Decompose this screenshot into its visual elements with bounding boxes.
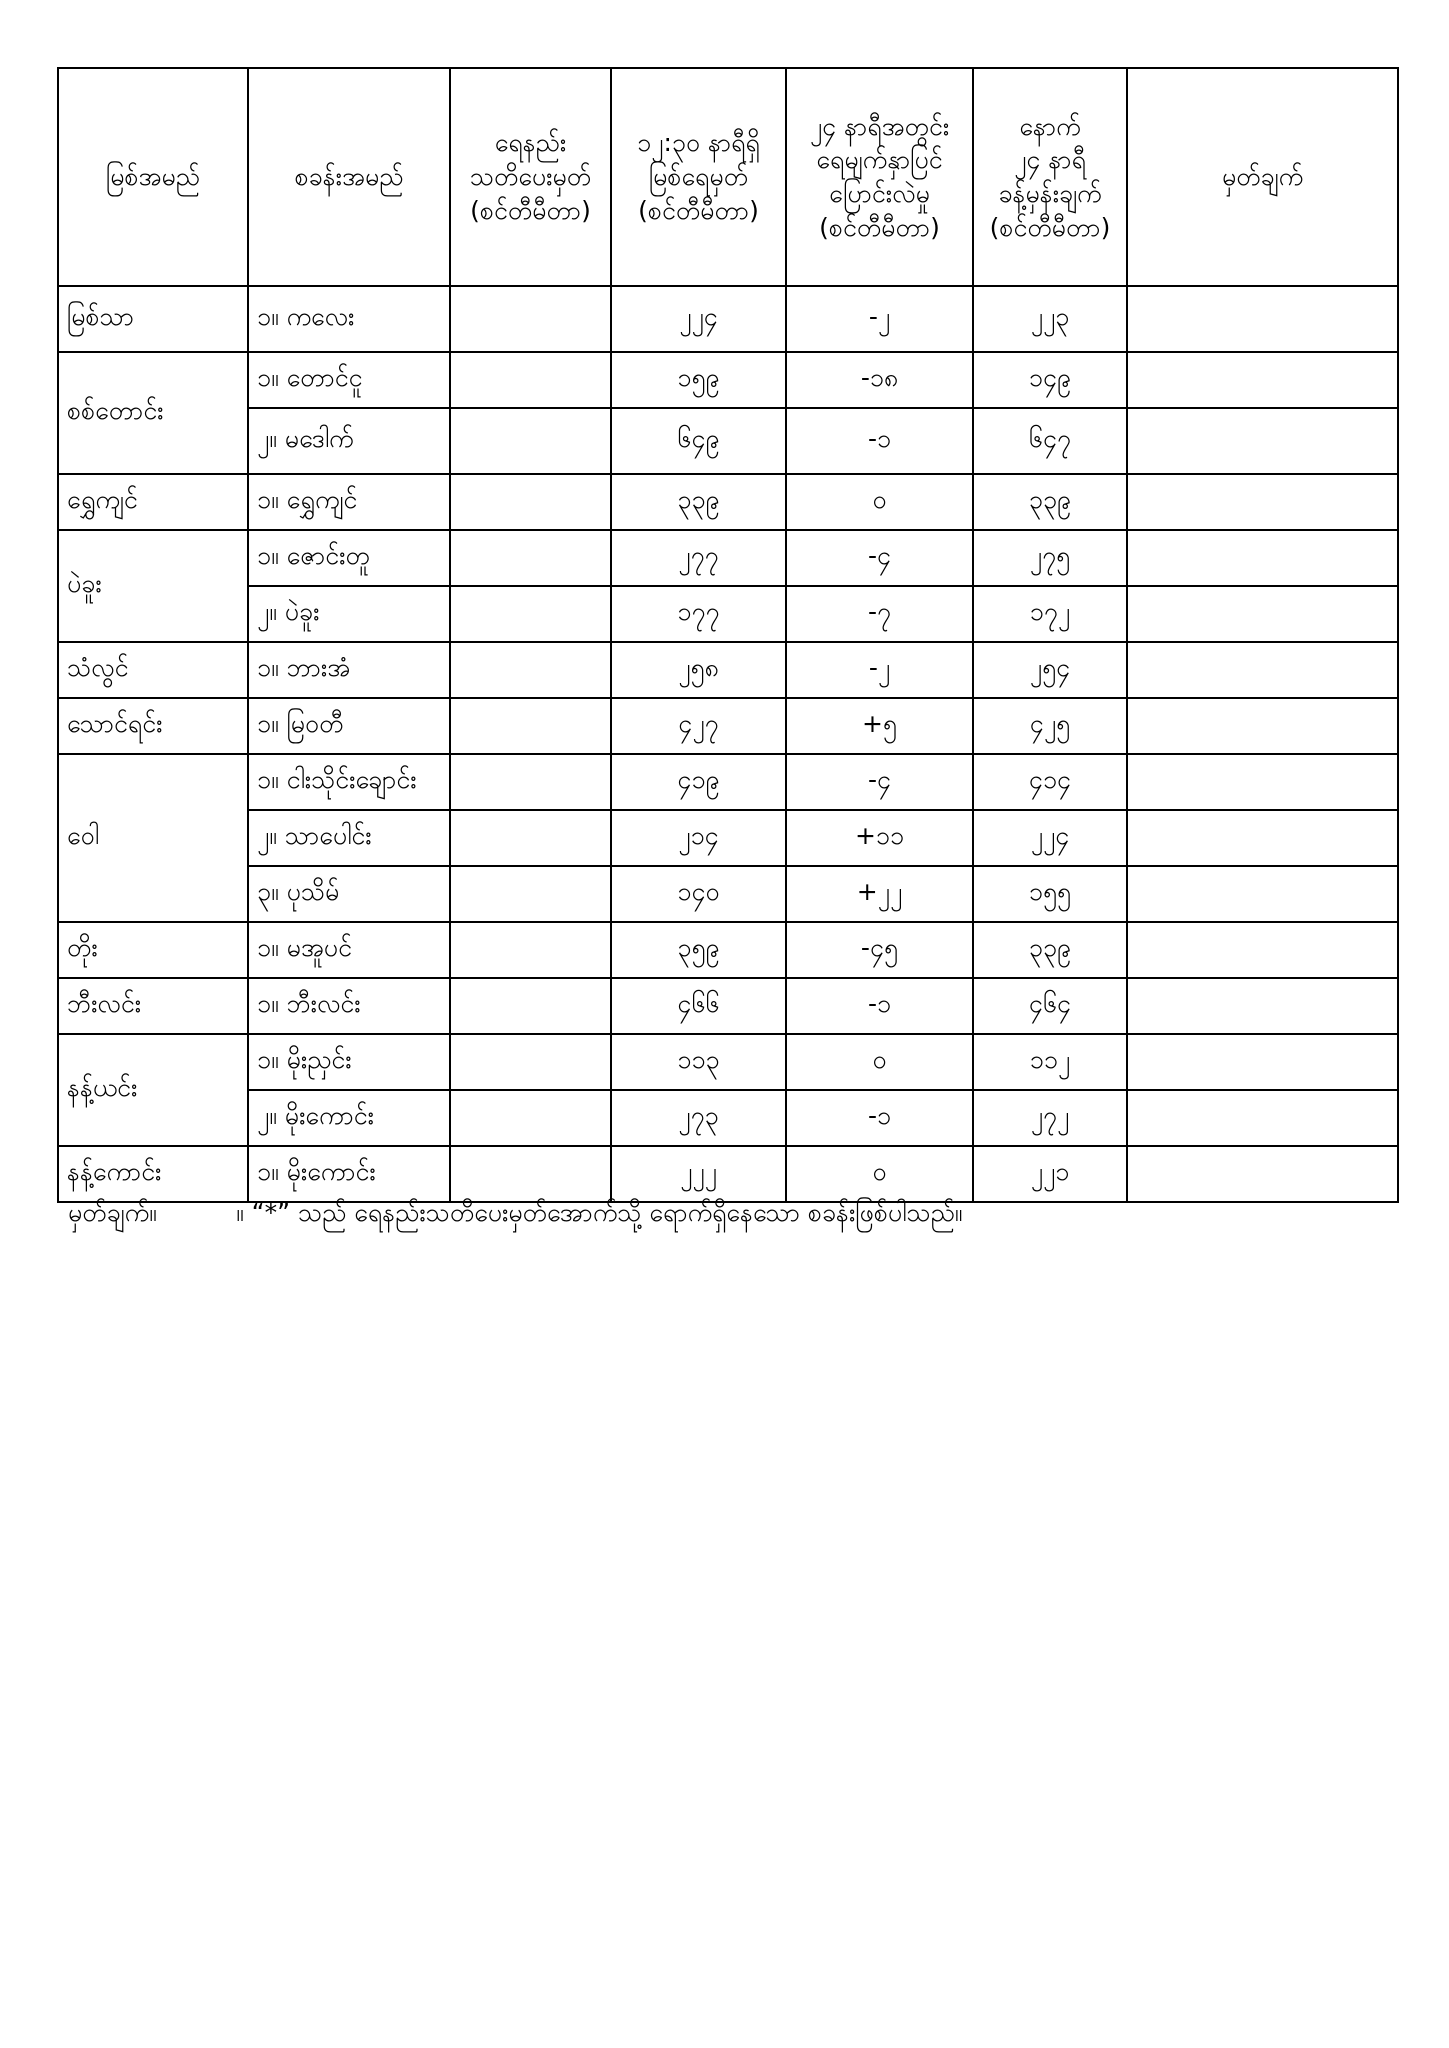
river-name-cell: ရွှေကျင် <box>58 474 248 530</box>
warning-level-cell <box>450 474 611 530</box>
remark-cell <box>1127 922 1398 978</box>
water-level-cell: ၄၁၉ <box>611 754 786 810</box>
col-header-river: မြစ်အမည် <box>58 68 248 286</box>
river-name-cell: ဝေါ <box>58 754 248 922</box>
warning-level-cell <box>450 352 611 408</box>
table-row <box>58 978 1398 1034</box>
col-header-remarks: မှတ်ချက် <box>1127 68 1398 286</box>
remark-cell <box>1127 698 1398 754</box>
table-row <box>58 1146 1398 1202</box>
remark-cell <box>1127 352 1398 408</box>
remark-cell <box>1127 530 1398 586</box>
remark-cell <box>1127 586 1398 642</box>
forecast-cell: ၃၃၉ <box>973 922 1127 978</box>
water-level-cell: ၂၇၇ <box>611 530 786 586</box>
forecast-cell: ၁၅၅ <box>973 866 1127 922</box>
warning-level-cell <box>450 286 611 352</box>
header-row <box>58 68 1398 286</box>
level-change-cell: +၁၁ <box>786 810 973 866</box>
table-row <box>58 286 1398 352</box>
forecast-cell: ၁၄၉ <box>973 352 1127 408</box>
level-change-cell: -၄ <box>786 530 973 586</box>
water-level-cell: ၄၆၆ <box>611 978 786 1034</box>
table-row <box>58 1090 1398 1146</box>
warning-level-cell <box>450 922 611 978</box>
level-change-cell: +၅ <box>786 698 973 754</box>
forecast-cell: ၂၇၂ <box>973 1090 1127 1146</box>
river-name-cell: နန့်ယင်း <box>58 1034 248 1146</box>
forecast-cell: ၄၁၄ <box>973 754 1127 810</box>
forecast-cell: ၂၇၅ <box>973 530 1127 586</box>
forecast-cell: ၂၅၄ <box>973 642 1127 698</box>
station-name-cell: ၁။ ငါးသိုင်းချောင်း <box>248 754 450 810</box>
level-change-cell: -၂ <box>786 642 973 698</box>
col-header-24h-forecast: နောက် ၂၄ နာရီ ခန့်မှန်းချက် (စင်တီမီတာ) <box>973 68 1127 286</box>
table-row <box>58 810 1398 866</box>
table-row <box>58 1034 1398 1090</box>
col-header-24h-change: ၂၄ နာရီအတွင်း ရေမျက်နှာပြင် ပြောင်းလဲမှု (စင်တီမီတာ) <box>786 68 973 286</box>
table-row <box>58 408 1398 474</box>
water-level-cell: ၂၂၂ <box>611 1146 786 1202</box>
warning-level-cell <box>450 642 611 698</box>
table-row <box>58 530 1398 586</box>
col-header-water-level: ၁၂:၃၀ နာရီရှိ မြစ်ရေမှတ် (စင်တီမီတာ) <box>611 68 786 286</box>
remark-cell <box>1127 286 1398 352</box>
river-name-cell: သောင်ရင်း <box>58 698 248 754</box>
remark-cell <box>1127 408 1398 474</box>
water-level-cell: ၂၅၈ <box>611 642 786 698</box>
warning-level-cell <box>450 978 611 1034</box>
station-name-cell: ၂။ သာပေါင်း <box>248 810 450 866</box>
warning-level-cell <box>450 1146 611 1202</box>
warning-level-cell <box>450 1034 611 1090</box>
warning-level-cell <box>450 1090 611 1146</box>
station-name-cell: ၂။ မဒေါက် <box>248 408 450 474</box>
station-name-cell: ၁။ ကလေး <box>248 286 450 352</box>
remark-cell <box>1127 1090 1398 1146</box>
table-row <box>58 586 1398 642</box>
table-row <box>58 922 1398 978</box>
station-name-cell: ၁။ တောင်ငူ <box>248 352 450 408</box>
water-level-cell: ၂၂၄ <box>611 286 786 352</box>
river-name-cell: စစ်တောင်း <box>58 352 248 474</box>
warning-level-cell <box>450 586 611 642</box>
remark-cell <box>1127 866 1398 922</box>
water-level-cell: ၄၂၇ <box>611 698 786 754</box>
water-level-cell: ၂၁၄ <box>611 810 786 866</box>
level-change-cell: ၀ <box>786 1146 973 1202</box>
river-name-cell: နန့်ကောင်း <box>58 1146 248 1202</box>
warning-level-cell <box>450 530 611 586</box>
table-row <box>58 352 1398 408</box>
forecast-cell: ၆၄၇ <box>973 408 1127 474</box>
level-change-cell: ၀ <box>786 1034 973 1090</box>
river-name-cell: ပဲခူး <box>58 530 248 642</box>
station-name-cell: ၁။ ရွှေကျင် <box>248 474 450 530</box>
table-row <box>58 474 1398 530</box>
level-change-cell: -၁၈ <box>786 352 973 408</box>
station-name-cell: ၁။ မိုးညှင်း <box>248 1034 450 1090</box>
level-change-cell: -၁ <box>786 408 973 474</box>
forecast-cell: ၂၂၃ <box>973 286 1127 352</box>
remark-cell <box>1127 1034 1398 1090</box>
water-level-cell: ၃၃၉ <box>611 474 786 530</box>
forecast-cell: ၂၂၁ <box>973 1146 1127 1202</box>
level-change-cell: +၂၂ <box>786 866 973 922</box>
remark-cell <box>1127 1146 1398 1202</box>
warning-level-cell <box>450 810 611 866</box>
station-name-cell: ၁။ မအူပင် <box>248 922 450 978</box>
remark-cell <box>1127 754 1398 810</box>
water-level-cell: ၁၄၀ <box>611 866 786 922</box>
river-name-cell: တိုး <box>58 922 248 978</box>
col-header-warning-level: ရေနည်း သတိပေးမှတ် (စင်တီမီတာ) <box>450 68 611 286</box>
forecast-cell: ၄၆၄ <box>973 978 1127 1034</box>
table-row <box>58 698 1398 754</box>
river-gauge-sheet <box>57 67 1397 1203</box>
station-name-cell: ၂။ ပဲခူး <box>248 586 450 642</box>
footnote <box>68 1197 962 1234</box>
station-name-cell: ၂။ မိုးကောင်း <box>248 1090 450 1146</box>
river-name-cell: ဘီးလင်း <box>58 978 248 1034</box>
forecast-cell: ၁၇၂ <box>973 586 1127 642</box>
remark-cell <box>1127 810 1398 866</box>
station-name-cell: ၁။ ဘားအံ <box>248 642 450 698</box>
forecast-cell: ၁၁၂ <box>973 1034 1127 1090</box>
forecast-cell: ၃၃၉ <box>973 474 1127 530</box>
level-change-cell: -၁ <box>786 1090 973 1146</box>
river-name-cell: မြစ်သာ <box>58 286 248 352</box>
level-change-cell: -၇ <box>786 586 973 642</box>
forecast-cell: ၄၂၅ <box>973 698 1127 754</box>
forecast-cell: ၂၂၄ <box>973 810 1127 866</box>
warning-level-cell <box>450 408 611 474</box>
river-name-cell: သံလွင် <box>58 642 248 698</box>
water-level-cell: ၆၄၉ <box>611 408 786 474</box>
level-change-cell: ၀ <box>786 474 973 530</box>
water-level-cell: ၃၅၉ <box>611 922 786 978</box>
level-change-cell: -၂ <box>786 286 973 352</box>
station-name-cell: ၁။ မြဝတီ <box>248 698 450 754</box>
warning-level-cell <box>450 866 611 922</box>
footnote-label: မှတ်ချက်။ <box>68 1198 157 1227</box>
water-level-cell: ၁၅၉ <box>611 352 786 408</box>
table-row <box>58 754 1398 810</box>
table-row <box>58 866 1398 922</box>
level-change-cell: -၄၅ <box>786 922 973 978</box>
level-change-cell: -၁ <box>786 978 973 1034</box>
level-change-cell: -၄ <box>786 754 973 810</box>
river-gauge-table <box>57 67 1399 1203</box>
remark-cell <box>1127 978 1398 1034</box>
water-level-cell: ၂၇၃ <box>611 1090 786 1146</box>
warning-level-cell <box>450 754 611 810</box>
station-name-cell: ၃။ ပုသိမ် <box>248 866 450 922</box>
table-row <box>58 642 1398 698</box>
water-level-cell: ၁၁၃ <box>611 1034 786 1090</box>
warning-level-cell <box>450 698 611 754</box>
station-name-cell: ၁။ ဘီးလင်း <box>248 978 450 1034</box>
footnote-text: ။ “*” သည် ရေနည်းသတိပေးမှတ်အောက်သို့ ရောက်ရှိနေသော စခန်းဖြစ်ပါသည်။ <box>236 1198 963 1227</box>
station-name-cell: ၁။ မိုးကောင်း <box>248 1146 450 1202</box>
remark-cell <box>1127 642 1398 698</box>
remark-cell <box>1127 474 1398 530</box>
station-name-cell: ၁။ ဇောင်းတူ <box>248 530 450 586</box>
water-level-cell: ၁၇၇ <box>611 586 786 642</box>
col-header-station: စခန်းအမည် <box>248 68 450 286</box>
table-body <box>58 286 1398 1202</box>
